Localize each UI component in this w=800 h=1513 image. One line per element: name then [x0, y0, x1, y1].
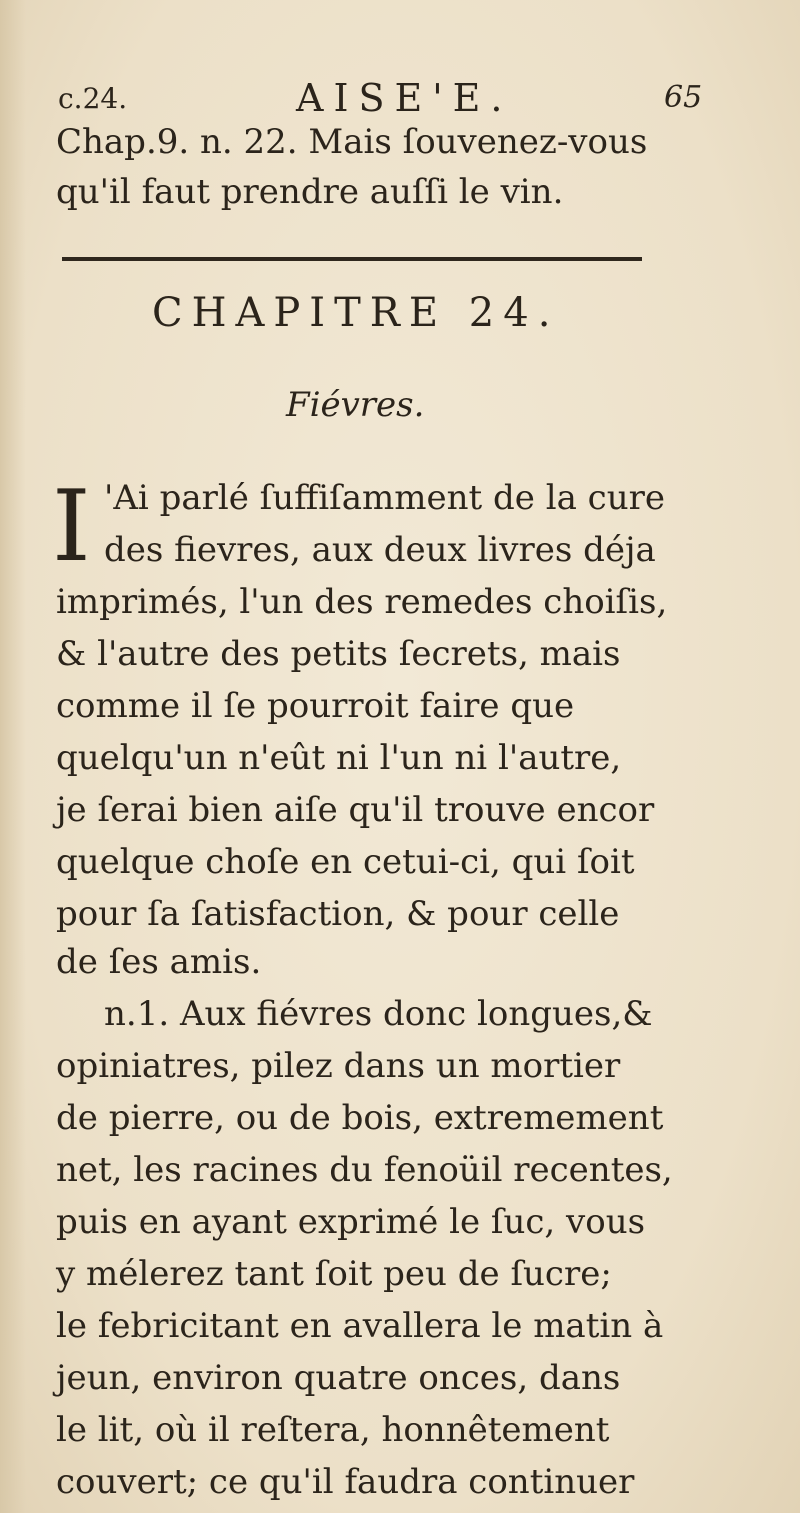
- text-line: des fievres, aux deux livres déja: [104, 530, 656, 570]
- text-line: le lit, où il reſtera, honnêtement: [56, 1410, 610, 1450]
- text-line: y mélerez tant ſoit peu de ſucre;: [56, 1254, 612, 1294]
- text-line: quelque choſe en cetui-ci, qui ſoit: [56, 842, 635, 882]
- chapter-subtitle: Fiévres.: [286, 385, 425, 425]
- text-line: opiniatres, pilez dans un mortier: [56, 1046, 621, 1086]
- text-line: n.1. Aux fiévres donc longues,&: [104, 994, 653, 1034]
- text-line: jeun, environ quatre onces, dans: [56, 1358, 621, 1398]
- text-line: je ſerai bien aiſe qu'il trouve encor: [56, 790, 655, 830]
- page-number: 65: [664, 80, 703, 115]
- chapter-heading: CHAPITRE 24.: [152, 290, 560, 336]
- text-line: pour ſa ſatisfaction, & pour celle: [56, 894, 620, 934]
- section-rule: [62, 257, 642, 261]
- text-line: puis en ayant exprimé le ſuc, vous: [56, 1202, 646, 1242]
- text-line: Chap.9. n. 22. Mais ſouvenez-vous: [56, 122, 648, 162]
- text-line: qu'il faut prendre auſſi le vin.: [56, 172, 564, 212]
- running-title: AISE'E.: [296, 76, 513, 120]
- page-gutter-shadow: [0, 0, 26, 1513]
- text-line: 'Ai parlé ſuffiſamment de la cure: [104, 478, 665, 518]
- text-line: quelqu'un n'eût ni l'un ni l'autre,: [56, 738, 622, 778]
- text-line: comme il ſe pourroit faire que: [56, 686, 575, 726]
- signature-mark: c.24.: [58, 82, 128, 115]
- text-line: & l'autre des petits ſecrets, mais: [56, 634, 621, 674]
- text-line: net, les racines du fenoüil recentes,: [56, 1150, 673, 1190]
- text-line: imprimés, l'un des remedes choiſis,: [56, 582, 668, 622]
- drop-capital: I: [52, 470, 91, 584]
- text-line: de pierre, ou de bois, extremement: [56, 1098, 664, 1138]
- text-line: le febricitant en avallera le matin à: [56, 1306, 664, 1346]
- text-line: de ſes amis.: [56, 942, 262, 982]
- text-line: couvert; ce qu'il faudra continuer: [56, 1462, 635, 1502]
